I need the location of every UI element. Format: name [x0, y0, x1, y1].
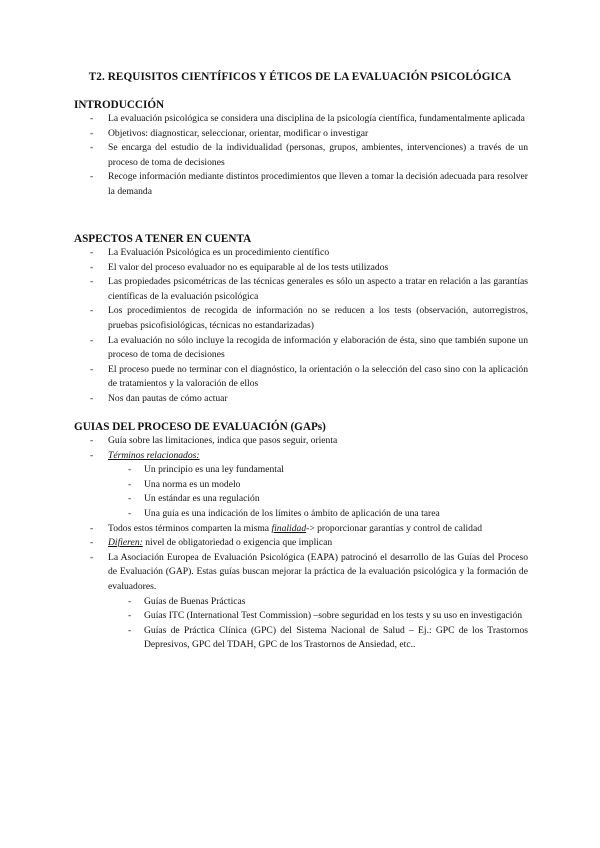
- list-item: - Recoge información mediante distintos procedimientos que lleven a tomar la decisión adecuada para resolver la demanda: [74, 170, 528, 199]
- section-heading-guias: GUIAS DEL PROCESO DE EVALUACIÓN (GAPs): [74, 421, 326, 433]
- list-item: - Se encarga del estudio de la individualidad (personas, grupos, ambientes, intervenciones) a través de un proceso de toma de decisiones: [74, 141, 528, 170]
- guias-list: [74, 434, 528, 653]
- list-item-terminos: [74, 449, 528, 464]
- finalidad-label: finalidad: [271, 522, 307, 534]
- list-item: - Guía sobre las limitaciones, indica que pasos seguir, orienta: [74, 434, 528, 449]
- list-item: - La evaluación psicológica se considera una disciplina de la psicología científica, fundamentalmente aplicada: [74, 112, 528, 127]
- finalidad-pre: Todos estos términos comparten la misma: [108, 522, 272, 534]
- list-item: - Los procedimientos de recogida de información no se reducen a los tests (observación, autorregistros, pruebas psicofisiológicas, técnicas no estandarizadas): [74, 304, 528, 333]
- list-item: - La evaluación no sólo incluye la recogida de información y elaboración de ésta, sino que también supone un proceso de toma de decisiones: [74, 334, 528, 363]
- sub-list-item: - Guías de Buenas Prácticas: [74, 595, 528, 610]
- section-aspectos: [74, 233, 528, 407]
- finalidad-post: -> proporcionar garantías y control de calidad: [306, 522, 483, 534]
- aspectos-list: [74, 246, 528, 407]
- sub-list-item: - Guías ITC (International Test Commission) –sobre seguridad en los tests y su uso en investigación: [74, 609, 528, 624]
- section-heading-aspectos: ASPECTOS A TENER EN CUENTA: [74, 233, 252, 245]
- introduccion-list: [74, 112, 528, 200]
- list-item: - La Evaluación Psicológica es un procedimiento científico: [74, 246, 528, 261]
- sub-list-item: - Un estándar es una regulación: [74, 492, 528, 507]
- list-item: - La Asociación Europea de Evaluación Psicológica (EAPA) patrocinó el desarrollo de las Guías del Proceso de Evaluación (GAP). Estas guías buscan mejorar la práctica de la evaluación psicológica y la formación de evaluadores.: [74, 551, 528, 595]
- document-title: T2. REQUISITOS CIENTÍFICOS Y ÉTICOS DE LA EVALUACIÓN PSICOLÓGICA: [88, 71, 512, 83]
- section-introduccion: [74, 99, 528, 200]
- sub-list-item: - Guías de Práctica Clínica (GPC) del Sistema Nacional de Salud – Ej.: GPC de los Trastornos Depresivos, GPC del TDAH, GPC de los Trastornos de Ansiedad, etc..: [74, 624, 528, 653]
- sub-list-item: - Una norma es un modelo: [74, 478, 528, 493]
- terminos-label: Términos relacionados:: [108, 449, 200, 461]
- list-item-difieren: [74, 536, 528, 551]
- section-guias: [74, 421, 528, 653]
- sub-list-item: - Una guía es una indicación de los límites o ámbito de aplicación de una tarea: [74, 507, 528, 522]
- list-item-finalidad: [74, 522, 528, 537]
- list-item: - Nos dan pautas de cómo actuar: [74, 392, 528, 407]
- list-item: - Las propiedades psicométricas de las técnicas generales es sólo un aspecto a tratar en relación a las garantías científicas de la evaluación psicológica: [74, 275, 528, 304]
- sub-list-item: - Un principio es una ley fundamental: [74, 463, 528, 478]
- difieren-label: Difieren:: [108, 537, 143, 549]
- list-item: - Objetivos: diagnosticar, seleccionar, orientar, modificar o investigar: [74, 127, 528, 142]
- section-heading-introduccion: INTRODUCCIÓN: [74, 99, 165, 111]
- list-item: - El proceso puede no terminar con el diagnóstico, la orientación o la selección del caso sino con la aplicación de tratamientos y la valoración de ellos: [74, 363, 528, 392]
- list-item: - El valor del proceso evaluador no es equiparable al de los tests utilizados: [74, 261, 528, 276]
- difieren-text: nivel de obligatoriedad o exigencia que implican: [142, 537, 333, 549]
